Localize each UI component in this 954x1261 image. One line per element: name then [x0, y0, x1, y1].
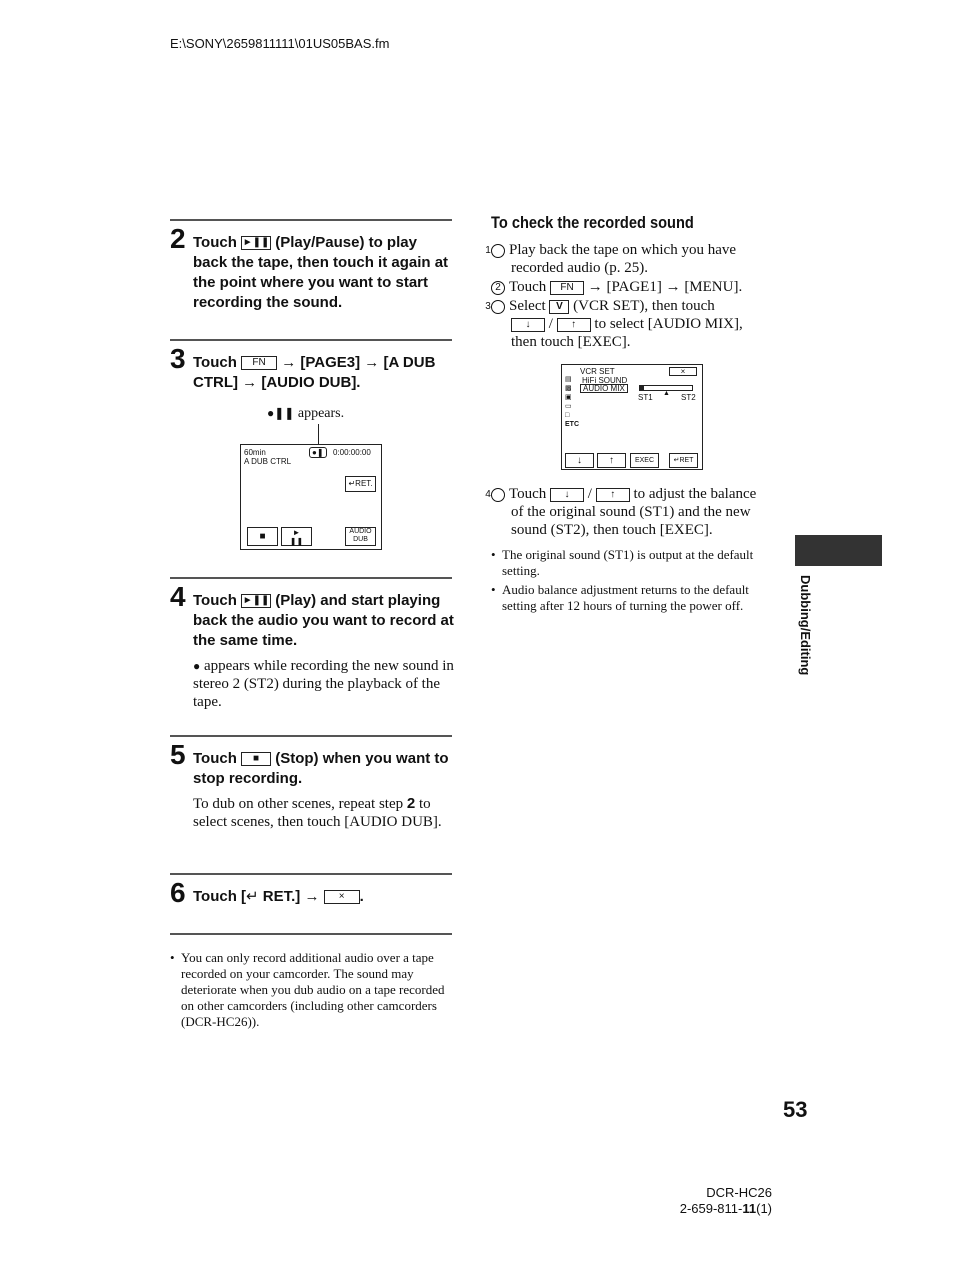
return-icon: ↵ — [246, 888, 259, 905]
time-code: 0:00:00:00 — [333, 448, 371, 457]
check-step-2: 2 Touch FN → [PAGE1] → [MENU]. — [491, 278, 781, 296]
audio-dub-button[interactable]: AUDIO DUB — [345, 527, 376, 546]
tape-remaining: 60min — [244, 448, 266, 457]
section-label: Dubbing/Editing — [798, 575, 813, 676]
left-note: • You can only record additional audio over a tape recorded on your camcorder. The sound may deteriorate when you dub audio on a tape recorded on other camcorders (including other camcorders (DCR-HC26)). — [170, 950, 445, 1029]
callout-line — [318, 424, 319, 446]
right-note-1: • The original sound (ST1) is output at the default setting. — [491, 547, 754, 578]
st2-label: ST2 — [681, 393, 696, 402]
step-5-body: To dub on other scenes, repeat step 2 to select scenes, then touch [AUDIO DUB]. — [193, 795, 442, 830]
vcr-set-icon: V — [549, 300, 569, 314]
audio-dub-indicator-icon: ●❚ — [309, 447, 327, 458]
audio-dub-pause-icon: ●❚❚ — [267, 406, 295, 420]
divider — [170, 735, 452, 737]
divider — [170, 933, 452, 935]
document-code: 2-659-811-11(1) — [679, 1201, 772, 1216]
audio-dub-icon: ● — [193, 659, 201, 673]
divider — [170, 577, 452, 579]
audio-mix-item[interactable]: AUDIO MIX — [580, 384, 628, 393]
ret-button[interactable]: ↵RET. — [345, 476, 376, 492]
exec-button[interactable]: EXEC — [630, 453, 659, 468]
up-arrow-icon: ↑ — [557, 318, 591, 332]
st1-label: ST1 — [638, 393, 653, 402]
step-6-instruction: Touch [↵ RET.] → × . — [193, 888, 364, 905]
step-number: 3 — [170, 343, 186, 374]
section-heading: To check the recorded sound — [491, 213, 694, 232]
check-step-3: 3 Select V (VCR SET), then touch ↓ / ↑ to select [AUDIO MIX], then touch [EXEC]. — [485, 298, 743, 350]
down-arrow-icon: ↓ — [511, 318, 545, 332]
check-step-4: 4 Touch ↓ / ↑ to adjust the balance of the original sound (ST1) and the new sound (ST2), then touch [EXEC]. — [485, 486, 757, 538]
up-button[interactable]: ↑ — [597, 453, 626, 468]
step-4-instruction: Touch ►❚❚ (Play) and start playing back the audio you want to record at the same time. — [193, 592, 454, 649]
play-pause-button[interactable]: ► ❚❚ — [281, 527, 312, 546]
fn-button-icon: FN — [550, 281, 584, 295]
check-step-1: 1 Play back the tape on which you have recorded audio (p. 25). — [485, 242, 737, 276]
step-5-instruction: Touch ■ (Stop) when you want to stop recording. — [193, 750, 449, 787]
step-3-instruction: Touch FN → [PAGE3] → [A DUB CTRL] → [AUDIO DUB]. — [193, 354, 436, 391]
down-button[interactable]: ↓ — [565, 453, 594, 468]
file-path: E:\SONY\2659811111\01US05BAS.fm — [170, 36, 390, 51]
divider — [170, 339, 452, 341]
step-2-instruction: Touch ►❚❚ (Play/Pause) to play back the tape, then touch it again at the point where you want to start recording the sound. — [193, 234, 449, 311]
play-pause-icon: ►❚❚ — [242, 595, 270, 607]
down-arrow-icon: ↓ — [550, 488, 584, 502]
callout-label: ●❚❚ appears. — [267, 406, 345, 421]
lcd-screen-vcr-set — [561, 364, 703, 470]
mode-label: A DUB CTRL — [244, 457, 292, 466]
close-button[interactable]: × — [669, 367, 697, 376]
play-pause-icon: ►❚❚ — [242, 237, 270, 249]
step-number: 5 — [170, 739, 186, 770]
step-number: 6 — [170, 877, 186, 908]
model-name: DCR-HC26 — [706, 1185, 772, 1200]
stop-button[interactable]: ■ — [247, 527, 278, 546]
section-tab — [795, 535, 882, 566]
step-number: 4 — [170, 581, 186, 612]
step-4-body: ● appears while recording the new sound in stereo 2 (ST2) during the playback of the tape. — [193, 658, 454, 710]
divider — [170, 873, 452, 875]
menu-icons: ▤ ▩ ▣ ▭ □ ETC — [565, 376, 579, 428]
lcd-screen-audio-dub — [240, 444, 382, 550]
fn-button-icon: FN — [241, 356, 277, 370]
ret-button[interactable]: ↵RET — [669, 453, 698, 468]
step-number: 2 — [170, 223, 186, 254]
divider — [170, 219, 452, 221]
up-arrow-icon: ↑ — [596, 488, 630, 502]
page-number: 53 — [783, 1097, 808, 1122]
close-icon: × — [324, 890, 360, 904]
right-note-2: • Audio balance adjustment returns to the default setting after 12 hours of turning the power off. — [491, 582, 749, 613]
hifi-sound-item[interactable]: HiFi SOUND — [582, 376, 628, 385]
stop-icon: ■ — [241, 752, 271, 766]
menu-title: VCR SET — [580, 367, 615, 376]
balance-marker-icon: ▲ — [663, 390, 670, 397]
